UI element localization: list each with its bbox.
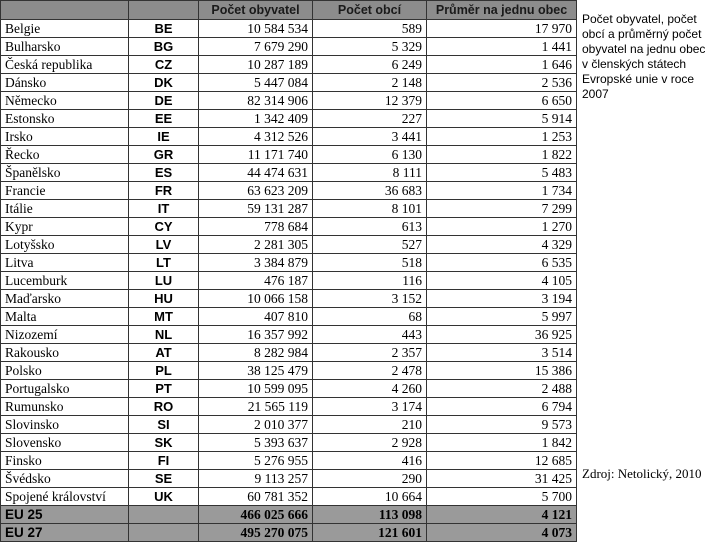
cell-country: Dánsko [1,74,129,92]
table-row [1,128,577,146]
cell-average: 4 073 [427,524,577,542]
cell-municipalities: 5 329 [313,38,427,56]
cell-population: 16 357 992 [199,326,313,344]
cell-average: 4 121 [427,506,577,524]
cell-municipalities: 210 [313,416,427,434]
table-row [1,434,577,452]
cell-country: Polsko [1,362,129,380]
cell-average: 17 970 [427,20,577,38]
cell-average: 6 794 [427,398,577,416]
table-row [1,146,577,164]
cell-average: 12 685 [427,452,577,470]
header-average: Průměr na jednu obec [427,1,577,20]
table-row [1,56,577,74]
cell-population: 7 679 290 [199,38,313,56]
cell-country: Belgie [1,20,129,38]
cell-municipalities: 3 441 [313,128,427,146]
cell-code: GR [129,146,199,164]
cell-population: 9 113 257 [199,470,313,488]
table-caption: Počet obyvatel, počet obcí a průměrný počet obyvatel na jednu obec v členských státech Evropské unie v roce 2007 [582,12,706,101]
cell-average: 5 700 [427,488,577,506]
cell-population: 8 282 984 [199,344,313,362]
cell-code: PL [129,362,199,380]
cell-country: EU 27 [1,524,129,542]
cell-municipalities: 589 [313,20,427,38]
cell-municipalities: 2 928 [313,434,427,452]
cell-population: 63 623 209 [199,182,313,200]
cell-country: Bulharsko [1,38,129,56]
cell-country: Německo [1,92,129,110]
table-row [1,470,577,488]
cell-code: SI [129,416,199,434]
cell-population: 4 312 526 [199,128,313,146]
cell-country: Estonsko [1,110,129,128]
cell-country: Irsko [1,128,129,146]
cell-code: LV [129,236,199,254]
cell-average: 15 386 [427,362,577,380]
cell-municipalities: 8 111 [313,164,427,182]
table-row [1,38,577,56]
cell-population: 5 447 084 [199,74,313,92]
cell-population: 10 066 158 [199,290,313,308]
cell-code: MT [129,308,199,326]
cell-country: Rakousko [1,344,129,362]
cell-country: Lucemburk [1,272,129,290]
cell-population: 10 599 095 [199,380,313,398]
cell-country: Litva [1,254,129,272]
header-population: Počet obyvatel [199,1,313,20]
table-row [1,452,577,470]
cell-average: 6 535 [427,254,577,272]
cell-average: 1 734 [427,182,577,200]
cell-municipalities: 3 174 [313,398,427,416]
cell-country: Švédsko [1,470,129,488]
cell-average: 5 997 [427,308,577,326]
cell-population: 466 025 666 [199,506,313,524]
cell-code: ES [129,164,199,182]
table-row [1,218,577,236]
cell-average: 4 329 [427,236,577,254]
cell-average: 4 105 [427,272,577,290]
cell-code: LU [129,272,199,290]
cell-municipalities: 6 130 [313,146,427,164]
cell-population: 2 281 305 [199,236,313,254]
table-row [1,110,577,128]
cell-country: Portugalsko [1,380,129,398]
cell-country: Řecko [1,146,129,164]
table-row [1,236,577,254]
cell-average: 2 488 [427,380,577,398]
cell-population: 5 393 637 [199,434,313,452]
cell-population: 82 314 906 [199,92,313,110]
table-row [1,182,577,200]
cell-population: 495 270 075 [199,524,313,542]
cell-population: 59 131 287 [199,200,313,218]
table-row [1,290,577,308]
table-row [1,74,577,92]
cell-country: Francie [1,182,129,200]
cell-municipalities: 443 [313,326,427,344]
cell-code: FI [129,452,199,470]
cell-country: Finsko [1,452,129,470]
cell-code: SK [129,434,199,452]
cell-population: 38 125 479 [199,362,313,380]
cell-population: 778 684 [199,218,313,236]
cell-average: 1 253 [427,128,577,146]
table-row [1,326,577,344]
cell-municipalities: 527 [313,236,427,254]
cell-code: NL [129,326,199,344]
cell-country: Itálie [1,200,129,218]
cell-population: 21 565 119 [199,398,313,416]
table-row [1,398,577,416]
table-row [1,416,577,434]
table-row [1,362,577,380]
table-row [1,254,577,272]
cell-municipalities: 3 152 [313,290,427,308]
table-row [1,20,577,38]
cell-population: 2 010 377 [199,416,313,434]
cell-municipalities: 4 260 [313,380,427,398]
cell-municipalities: 2 148 [313,74,427,92]
cell-municipalities: 113 098 [313,506,427,524]
cell-code: RO [129,398,199,416]
cell-municipalities: 6 249 [313,56,427,74]
cell-municipalities: 121 601 [313,524,427,542]
cell-country: Spojené království [1,488,129,506]
table-row [1,380,577,398]
cell-code: FR [129,182,199,200]
cell-code: HU [129,290,199,308]
cell-municipalities: 2 478 [313,362,427,380]
cell-code: DK [129,74,199,92]
cell-population: 10 287 189 [199,56,313,74]
table-row [1,344,577,362]
cell-municipalities: 416 [313,452,427,470]
cell-average: 1 822 [427,146,577,164]
table-row [1,200,577,218]
cell-country: Malta [1,308,129,326]
total-row [1,506,577,524]
header-code [129,1,199,20]
cell-code: IT [129,200,199,218]
cell-municipalities: 8 101 [313,200,427,218]
cell-code: BE [129,20,199,38]
cell-average: 5 483 [427,164,577,182]
cell-municipalities: 116 [313,272,427,290]
cell-municipalities: 518 [313,254,427,272]
cell-municipalities: 36 683 [313,182,427,200]
cell-average: 9 573 [427,416,577,434]
cell-country: Maďarsko [1,290,129,308]
cell-code: IE [129,128,199,146]
cell-country: Česká republika [1,56,129,74]
cell-population: 476 187 [199,272,313,290]
cell-average: 1 441 [427,38,577,56]
cell-municipalities: 10 664 [313,488,427,506]
cell-code: AT [129,344,199,362]
cell-average: 1 842 [427,434,577,452]
cell-average: 5 914 [427,110,577,128]
header-row [1,1,577,20]
cell-country: Nizozemí [1,326,129,344]
cell-average: 3 194 [427,290,577,308]
header-municipalities: Počet obcí [313,1,427,20]
cell-population: 1 342 409 [199,110,313,128]
cell-average: 3 514 [427,344,577,362]
cell-municipalities: 613 [313,218,427,236]
source-note: Zdroj: Netolický, 2010 [582,466,702,481]
cell-average: 36 925 [427,326,577,344]
cell-code: PT [129,380,199,398]
cell-country: Kypr [1,218,129,236]
table-row [1,488,577,506]
cell-municipalities: 68 [313,308,427,326]
cell-country: Rumunsko [1,398,129,416]
cell-municipalities: 2 357 [313,344,427,362]
cell-population: 10 584 534 [199,20,313,38]
table-row [1,164,577,182]
cell-code: CZ [129,56,199,74]
cell-code: LT [129,254,199,272]
cell-population: 60 781 352 [199,488,313,506]
cell-country: EU 25 [1,506,129,524]
cell-code: BG [129,38,199,56]
total-row [1,524,577,542]
cell-population: 11 171 740 [199,146,313,164]
cell-code: UK [129,488,199,506]
cell-average: 7 299 [427,200,577,218]
cell-code [129,506,199,524]
table-row [1,92,577,110]
cell-average: 1 270 [427,218,577,236]
cell-average: 1 646 [427,56,577,74]
cell-code [129,524,199,542]
cell-country: Slovensko [1,434,129,452]
cell-country: Lotyšsko [1,236,129,254]
cell-population: 44 474 631 [199,164,313,182]
table-row [1,308,577,326]
header-country [1,1,129,20]
cell-municipalities: 227 [313,110,427,128]
cell-average: 31 425 [427,470,577,488]
table-row [1,272,577,290]
cell-municipalities: 290 [313,470,427,488]
cell-average: 2 536 [427,74,577,92]
cell-municipalities: 12 379 [313,92,427,110]
cell-population: 407 810 [199,308,313,326]
cell-population: 3 384 879 [199,254,313,272]
cell-country: Slovinsko [1,416,129,434]
cell-country: Španělsko [1,164,129,182]
cell-code: EE [129,110,199,128]
cell-code: CY [129,218,199,236]
cell-average: 6 650 [427,92,577,110]
cell-population: 5 276 955 [199,452,313,470]
cell-code: DE [129,92,199,110]
cell-code: SE [129,470,199,488]
